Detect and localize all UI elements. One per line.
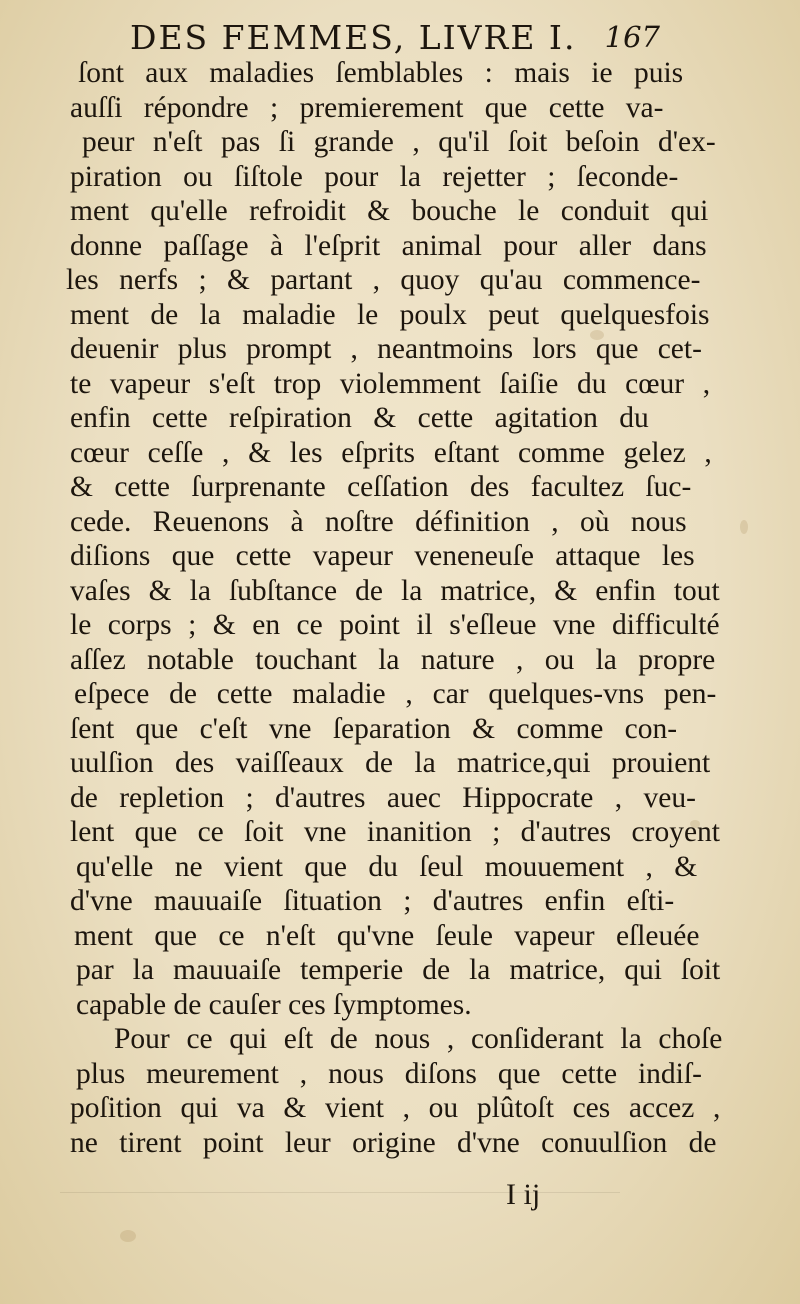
text-line: par la mauuaiſe temperie de la matrice, qui ſoit	[76, 954, 721, 986]
text-line: plus meurement , nous diſons que cette indiſ-	[76, 1057, 702, 1090]
foxing-spot	[120, 1230, 136, 1242]
text-line: ſent que c'eſt vne ſeparation & comme con-	[70, 712, 678, 745]
text-line: cœur ceſſe , & les eſprits eſtant comme gelez ,	[70, 436, 712, 469]
text-line: ſont aux maladies ſemblables : mais ie puis	[78, 57, 684, 89]
text-line: Pour ce qui eſt de nous , conſiderant la choſe	[114, 1023, 723, 1055]
text-line: uulſion des vaiſſeaux de la matrice,qui prouient	[70, 747, 711, 779]
text-line: te vapeur s'eſt trop violemment ſaiſie du cœur ,	[70, 367, 711, 400]
text-line: les nerfs ; & partant , quoy qu'au commence-	[66, 264, 701, 296]
text-line: auſſi répondre ; premierement que cette va-	[70, 91, 664, 124]
text-line: ne tirent point leur origine d'vne conuulſion de	[70, 1126, 717, 1159]
text-line: piration ou ſiſtole pour la rejetter ; ſeconde-	[70, 160, 679, 193]
text-line: eſpece de cette maladie , car quelques-vns pen-	[74, 678, 717, 710]
text-line: qu'elle ne vient que du ſeul mouuement , &	[76, 850, 698, 883]
text-line: enfin cette reſpiration & cette agitation du	[70, 402, 649, 434]
text-line: donne paſſage à l'eſprit animal pour aller dans	[70, 229, 707, 262]
signature-mark: I ij	[506, 1178, 541, 1211]
page-number: 167	[604, 20, 660, 54]
running-head: DES FEMMES, LIVRE I.	[130, 18, 577, 57]
text-line: poſition qui va & vient , ou plûtoſt ces accez ,	[70, 1092, 721, 1124]
text-line: d'vne mauuaiſe ſituation ; d'autres enfin eſti-	[70, 885, 675, 917]
text-line: de repletion ; d'autres auec Hippocrate , veu-	[70, 781, 696, 814]
text-line: vaſes & la ſubſtance de la matrice, & enfin tout	[70, 574, 720, 607]
text-line: aſſez notable touchant la nature , ou la propre	[70, 643, 716, 676]
text-line: deuenir plus prompt , neantmoins lors que cet-	[70, 333, 702, 365]
text-line: diſions que cette vapeur veneneuſe attaque les	[70, 540, 695, 572]
text-line: lent que ce ſoit vne inanition ; d'autres croyent	[70, 816, 720, 848]
text-line: ment que ce n'eſt qu'vne ſeule vapeur eſleuée	[74, 919, 700, 952]
text-line: peur n'eſt pas ſi grande , qu'il ſoit beſoin d'ex-	[82, 126, 716, 158]
text-line: ment qu'elle refroidit & bouche le conduit qui	[70, 195, 709, 227]
text-line: & cette ſurprenante ceſſation des facultez ſuc-	[70, 471, 692, 503]
text-line: capable de cauſer ces ſymptomes.	[76, 988, 472, 1021]
text-line: cede. Reuenons à noſtre définition , où nous	[70, 505, 687, 538]
foxing-spot	[740, 520, 748, 534]
text-line: le corps ; & en ce point il s'eſleue vne difficulté	[70, 609, 720, 641]
text-line: ment de la maladie le poulx peut quelquesfois	[70, 298, 710, 331]
